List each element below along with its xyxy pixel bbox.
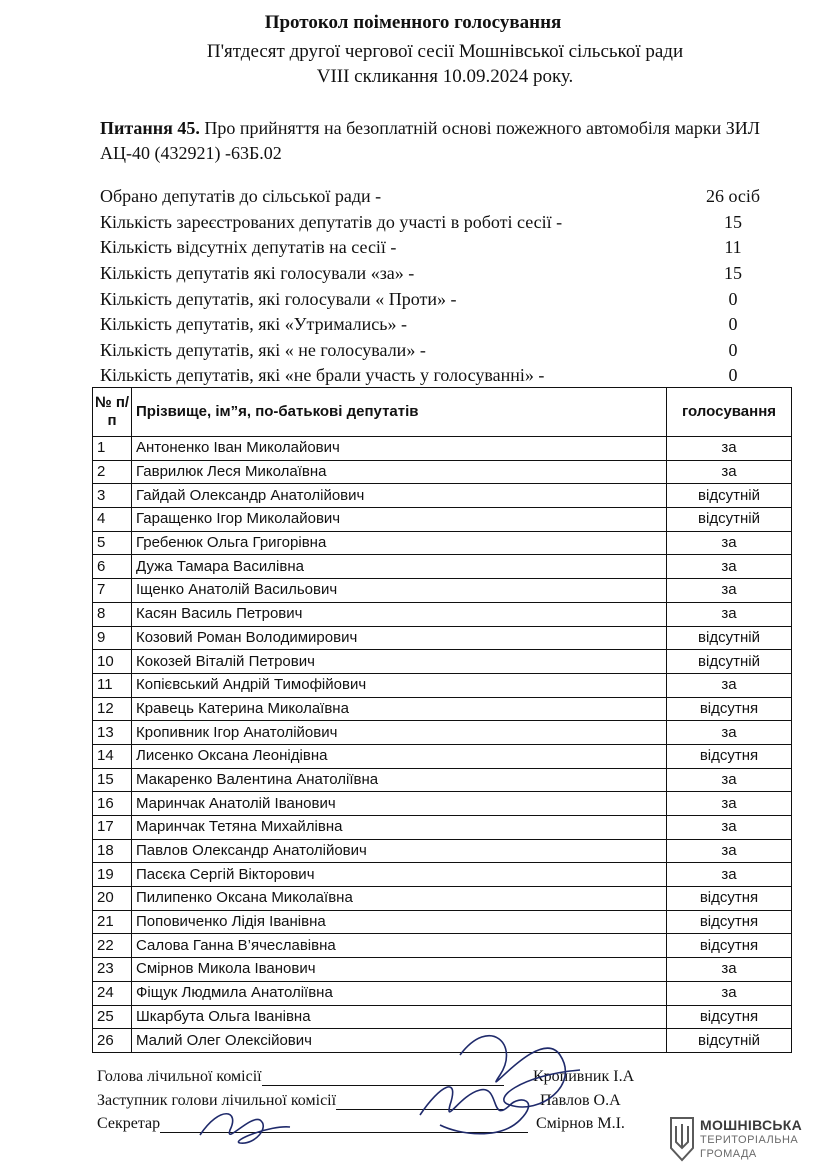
row-vote: за — [667, 555, 792, 579]
row-deputy-name: Лисенко Оксана Леонідівна — [132, 744, 667, 768]
row-number: 5 — [93, 531, 132, 555]
row-number: 14 — [93, 744, 132, 768]
row-vote: відсутній — [667, 484, 792, 508]
row-deputy-name: Гребенюк Ольга Григорівна — [132, 531, 667, 555]
row-number: 12 — [93, 697, 132, 721]
question-text: Про прийняття на безоплатній основі пожежного автомобіля марки ЗИЛ АЦ-40 (432921) -63Б.02 — [100, 118, 760, 163]
table-row — [93, 910, 792, 934]
row-vote: за — [667, 673, 792, 697]
table-row — [93, 958, 792, 982]
row-deputy-name: Кокозей Віталій Петрович — [132, 650, 667, 674]
row-vote: відсутня — [667, 910, 792, 934]
signature-name: Смірнов М.І. — [536, 1115, 625, 1132]
row-number: 24 — [93, 981, 132, 1005]
row-deputy-name: Малий Олег Олексійович — [132, 1029, 667, 1053]
row-number: 26 — [93, 1029, 132, 1053]
table-row — [93, 531, 792, 555]
row-deputy-name: Касян Василь Петрович — [132, 602, 667, 626]
row-number: 7 — [93, 579, 132, 603]
logo-sub-territorial: ТЕРИТОРІАЛЬНА — [700, 1134, 799, 1146]
row-vote: відсутня — [667, 887, 792, 911]
stat-value: 15 — [724, 212, 742, 232]
stat-label: Кількість депутатів, які « не голосували» - — [100, 340, 426, 360]
voting-table — [92, 387, 792, 1053]
table-body — [93, 437, 792, 1053]
row-number: 3 — [93, 484, 132, 508]
row-vote: відсутній — [667, 626, 792, 650]
row-vote: відсутній — [667, 650, 792, 674]
row-deputy-name: Смірнов Микола Іванович — [132, 958, 667, 982]
row-deputy-name: Копієвський Андрій Тимофійович — [132, 673, 667, 697]
table-header-row — [93, 388, 792, 437]
row-deputy-name: Гаврилюк Леся Миколаївна — [132, 460, 667, 484]
signature-role: Заступник голови лічильної комісії — [97, 1092, 337, 1109]
row-number: 16 — [93, 792, 132, 816]
row-vote: за — [667, 721, 792, 745]
row-vote: за — [667, 839, 792, 863]
row-vote: за — [667, 958, 792, 982]
signature-role: Голова лічильної комісії — [97, 1068, 262, 1085]
row-number: 19 — [93, 863, 132, 887]
table-row — [93, 579, 792, 603]
trident-emblem-icon — [668, 1116, 696, 1162]
row-deputy-name: Макаренко Валентина Анатоліївна — [132, 768, 667, 792]
row-number: 4 — [93, 508, 132, 532]
signature-name: Павлов О.А — [540, 1092, 621, 1109]
document-title: Протокол поіменного голосування — [264, 12, 562, 33]
convocation-line: VIII скликання 10.09.2024 року. — [316, 66, 574, 87]
table-row — [93, 816, 792, 840]
row-deputy-name: Дужа Тамара Василівна — [132, 555, 667, 579]
row-vote: відсутня — [667, 934, 792, 958]
signature-role: Секретар — [97, 1115, 161, 1132]
row-number: 18 — [93, 839, 132, 863]
table-row — [93, 721, 792, 745]
stat-label: Кількість депутатів, які голосували « Проти» - — [100, 289, 457, 309]
row-vote: за — [667, 460, 792, 484]
session-line: П'ятдесят другої чергової сесії Мошнівської сільської ради — [206, 41, 684, 62]
stat-label: Кількість депутатів, які «не брали участь у голосуванні» - — [100, 365, 545, 385]
row-vote: за — [667, 816, 792, 840]
row-deputy-name: Шкарбута Ольга Іванівна — [132, 1005, 667, 1029]
table-row — [93, 650, 792, 674]
row-deputy-name: Павлов Олександр Анатолійович — [132, 839, 667, 863]
table-row — [93, 792, 792, 816]
row-deputy-name: Фіщук Людмила Анатоліївна — [132, 981, 667, 1005]
row-deputy-name: Гаращенко Ігор Миколайович — [132, 508, 667, 532]
row-deputy-name: Кропивник Ігор Анатолійович — [132, 721, 667, 745]
header-num: № п/п — [93, 388, 132, 437]
row-vote: за — [667, 981, 792, 1005]
stat-label: Кількість відсутніх депутатів на сесії - — [100, 237, 397, 257]
row-deputy-name: Козовий Роман Володимирович — [132, 626, 667, 650]
row-vote: за — [667, 531, 792, 555]
stat-label: Кількість зареєстрованих депутатів до участі в роботі сесії - — [100, 212, 563, 232]
table-row — [93, 768, 792, 792]
row-number: 8 — [93, 602, 132, 626]
chair-signature — [460, 1036, 580, 1107]
row-vote: за — [667, 768, 792, 792]
table-row — [93, 460, 792, 484]
row-number: 13 — [93, 721, 132, 745]
table-row — [93, 697, 792, 721]
row-number: 17 — [93, 816, 132, 840]
row-vote: відсутня — [667, 697, 792, 721]
row-vote: за — [667, 437, 792, 461]
row-number: 1 — [93, 437, 132, 461]
stat-value: 15 — [724, 263, 742, 283]
stat-value: 26 осіб — [705, 186, 761, 206]
stat-value: 0 — [728, 340, 738, 360]
stat-value: 11 — [724, 237, 742, 257]
row-deputy-name: Маринчак Тетяна Михайлівна — [132, 816, 667, 840]
row-number: 23 — [93, 958, 132, 982]
stat-value: 0 — [728, 289, 738, 309]
row-deputy-name: Пилипенко Оксана Миколаївна — [132, 887, 667, 911]
row-vote: за — [667, 792, 792, 816]
row-vote: відсутній — [667, 1029, 792, 1053]
secretary-signature — [200, 1114, 290, 1143]
row-deputy-name: Салова Ганна В’ячеславівна — [132, 934, 667, 958]
header-vote: голосування — [667, 388, 792, 437]
logo-sub-community: ГРОМАДА — [700, 1148, 757, 1160]
handwritten-signatures — [160, 1015, 630, 1165]
question-block — [100, 116, 790, 166]
table-row — [93, 484, 792, 508]
row-number: 9 — [93, 626, 132, 650]
table-row — [93, 981, 792, 1005]
table-row — [93, 555, 792, 579]
table-row — [93, 887, 792, 911]
table-row — [93, 839, 792, 863]
row-deputy-name: Гайдай Олександр Анатолійович — [132, 484, 667, 508]
table-row — [93, 934, 792, 958]
stat-value: 0 — [728, 314, 738, 334]
question-label: Питання 45. — [100, 118, 200, 138]
table-row — [93, 744, 792, 768]
row-vote: за — [667, 863, 792, 887]
row-number: 21 — [93, 910, 132, 934]
row-deputy-name: Поповиченко Лідія Іванівна — [132, 910, 667, 934]
row-deputy-name: Іщенко Анатолій Васильович — [132, 579, 667, 603]
row-deputy-name: Антоненко Іван Миколайович — [132, 437, 667, 461]
stat-label: Кількість депутатів які голосували «за» - — [100, 263, 415, 283]
table-row — [93, 602, 792, 626]
row-vote: за — [667, 602, 792, 626]
logo-name: МОШНІВСЬКА — [700, 1117, 803, 1133]
stat-label: Кількість депутатів, які «Утримались» - — [100, 314, 407, 334]
table-row — [93, 673, 792, 697]
row-number: 11 — [93, 673, 132, 697]
deputy-signature — [420, 1087, 529, 1134]
row-vote: за — [667, 579, 792, 603]
table-row — [93, 863, 792, 887]
row-number: 25 — [93, 1005, 132, 1029]
row-number: 20 — [93, 887, 132, 911]
table-row — [93, 437, 792, 461]
row-number: 6 — [93, 555, 132, 579]
row-number: 15 — [93, 768, 132, 792]
row-number: 22 — [93, 934, 132, 958]
row-vote: відсутній — [667, 508, 792, 532]
row-deputy-name: Маринчак Анатолій Іванович — [132, 792, 667, 816]
row-deputy-name: Пасєка Сергій Вікторович — [132, 863, 667, 887]
signature-name: Кропивник І.А — [533, 1068, 635, 1085]
row-number: 10 — [93, 650, 132, 674]
row-vote: відсутня — [667, 1005, 792, 1029]
row-deputy-name: Кравець Катерина Миколаївна — [132, 697, 667, 721]
stat-label: Обрано депутатів до сільської ради - — [100, 186, 382, 206]
table-row — [93, 626, 792, 650]
row-vote: відсутня — [667, 744, 792, 768]
row-number: 2 — [93, 460, 132, 484]
header-name: Прізвище, ім”я, по-батькові депутатів — [132, 388, 667, 437]
table-row — [93, 508, 792, 532]
stat-value: 0 — [728, 365, 738, 385]
